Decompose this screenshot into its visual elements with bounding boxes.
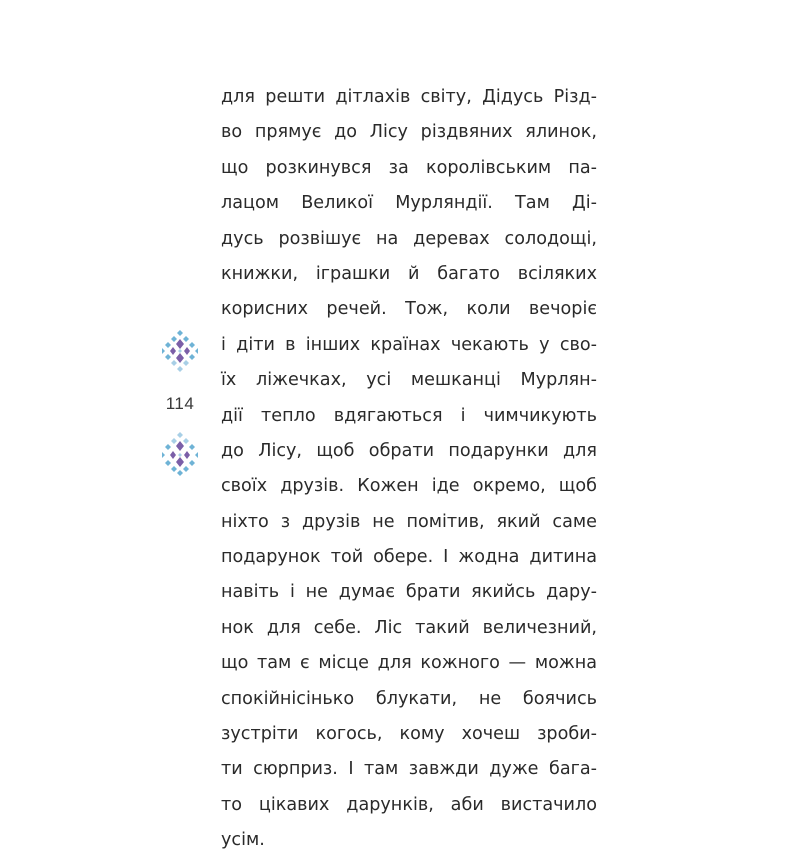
page-number: 114 [165, 394, 195, 413]
text-line: нок для себе. Ліс такий величезний, [221, 617, 597, 638]
text-line: своїх друзів. Кожен іде окремо, щоб [221, 476, 597, 497]
text-line: навіть і не думає брати якийсь дару- [221, 582, 597, 603]
body-text [221, 80, 597, 859]
text-line: до Лісу, щоб обрати подарунки для [221, 440, 597, 461]
text-line: книжки, іграшки й багато всіляких [221, 263, 597, 284]
text-line: ти сюрприз. І там завжди дуже бага- [221, 759, 597, 780]
snowflake-ornament-bottom-icon [162, 432, 198, 476]
text-line: для решти дітлахів світу, Дідусь Різд- [221, 87, 597, 107]
text-line: що там є місце для кожного — можна [221, 653, 597, 674]
text-line: спокійнісінько блукати, не боячись [221, 688, 597, 709]
snowflake-ornament-top-icon [162, 330, 198, 374]
text-line: і діти в інших країнах чекають у сво- [221, 334, 597, 355]
text-line: лацом Великої Мурляндії. Там Ді- [221, 193, 597, 214]
text-line: корисних речей. Тож, коли вечоріє [221, 299, 597, 320]
text-line: дусь розвішує на деревах солодощі, [221, 228, 597, 249]
text-line: усім. [221, 830, 265, 851]
text-line: подарунок той обере. І жодна дитина [221, 547, 597, 568]
text-line: то цікавих дарунків, аби вистачило [221, 794, 597, 815]
text-line: ніхто з друзів не помітив, який саме [221, 511, 597, 532]
text-line: дії тепло вдягаються і чимчикують [221, 405, 597, 426]
folio [150, 330, 210, 490]
text-line: що розкинувся за королівським па- [221, 157, 597, 178]
text-line: во прямує до Лісу різдвяних ялинок, [221, 122, 597, 143]
text-line: їх ліжечках, усі мешканці Мурлян- [221, 370, 597, 391]
text-line: зустріти когось, кому хочеш зроби- [221, 724, 597, 745]
